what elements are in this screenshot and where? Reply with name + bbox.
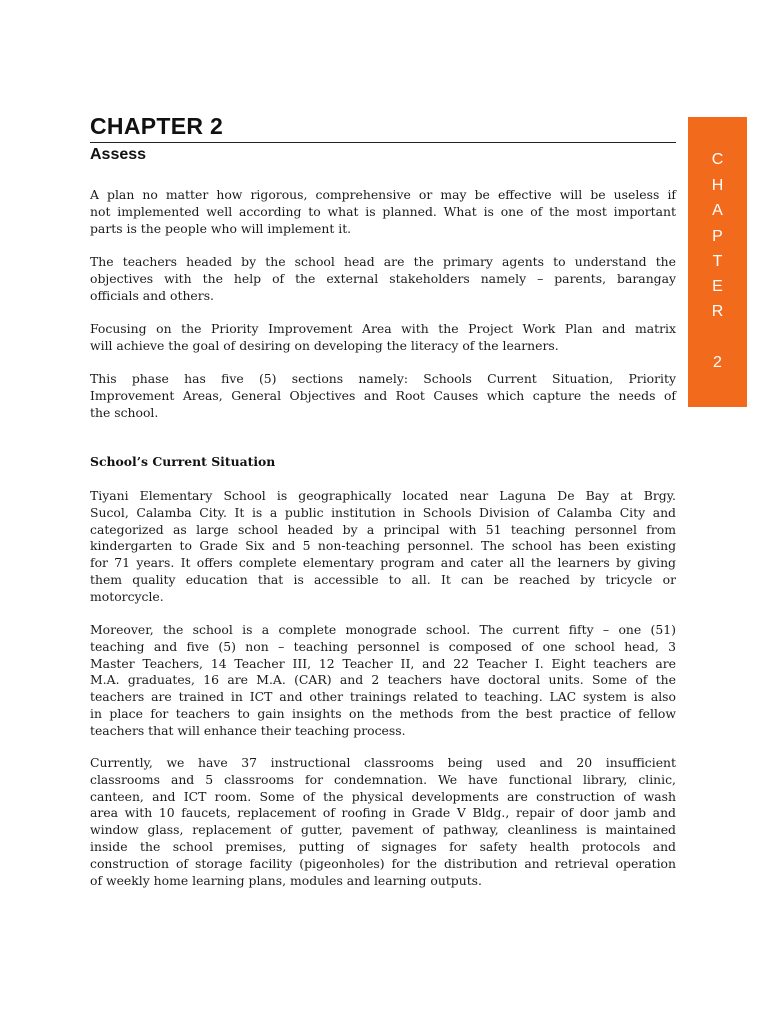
paragraph (90, 755, 676, 889)
text-line: This phase has five (5) sections namely: Schools Current Situation, Priority (90, 371, 676, 386)
side-tab-letter: 2 (713, 354, 722, 371)
text-line: will achieve the goal of desiring on developing the literacy of the learners. (90, 337, 559, 353)
side-tab-letter: C (711, 151, 724, 168)
side-tab-letter: A (712, 202, 723, 219)
text-line: Master Teachers, 14 Teacher III, 12 Teacher II, and 22 Teacher I. Eight teachers are (90, 655, 676, 671)
text-line: motorcycle. (90, 588, 164, 604)
section-subtitle: Assess (90, 146, 147, 163)
text-line: teaching and five (5) non – teaching personnel is composed of one school head, 3 (90, 638, 676, 654)
text-line: canteen, and ICT room. Some of the physical developments are construction of wash (90, 788, 676, 804)
side-tab-letter: E (712, 278, 723, 295)
text-line: of weekly home learning plans, modules and learning outputs. (90, 872, 482, 888)
text-line: teachers that will enhance their teaching process. (90, 722, 406, 738)
text-line: window glass, replacement of gutter, pavement of pathway, cleanliness is maintained (90, 822, 676, 838)
side-tab-letter: R (711, 303, 724, 320)
paragraph (90, 321, 676, 355)
text-line: Improvement Areas, General Objectives and Root Causes which capture the needs of (90, 387, 676, 403)
paragraph (90, 187, 676, 237)
text-line: them quality education that is accessible to all. It can be reached by tricycle or (90, 571, 676, 587)
text-line: categorized as large school headed by a principal with 51 teaching personnel from (90, 521, 676, 537)
chapter-side-tab (688, 117, 747, 407)
text-line: not implemented well according to what is planned. What is one of the most important (90, 203, 676, 219)
paragraph (90, 622, 676, 740)
text-line: construction of storage facility (pigeonholes) for the distribution and retrieval operation (90, 855, 676, 871)
text-line: Focusing on the Priority Improvement Area with the Project Work Plan and matrix (90, 321, 676, 336)
chapter-heading (90, 112, 676, 143)
text-line: teachers are trained in ICT and other trainings related to teaching. LAC system is also (90, 689, 676, 705)
text-line: Tiyani Elementary School is geographically located near Laguna De Bay at Brgy. (90, 488, 676, 503)
paragraph (90, 488, 676, 606)
text-line: The teachers headed by the school head are the primary agents to understand the (90, 254, 676, 269)
text-line: the school. (90, 404, 159, 420)
paragraph (90, 371, 676, 421)
text-line: classrooms and 5 classrooms for condemnation. We have functional library, clinic, (90, 771, 676, 787)
text-line: A plan no matter how rigorous, comprehensive or may be effective will be useless if (90, 187, 676, 202)
text-line: for 71 years. It offers complete elementary program and cater all the learners by giving (90, 555, 676, 571)
text-line: Moreover, the school is a complete monograde school. The current fifty – one (51) (90, 622, 676, 637)
text-line: officials and others. (90, 287, 214, 303)
text-line: Sucol, Calamba City. It is a public institution in Schools Division of Calamba City and (90, 504, 676, 520)
side-tab-letter: H (711, 177, 724, 194)
text-line: inside the school premises, putting of signages for safety health protocols and (90, 838, 676, 854)
section-heading: School’s Current Situation (90, 454, 276, 469)
chapter-title: CHAPTER 2 (90, 113, 224, 139)
text-line: kindergarten to Grade Six and 5 non-teaching personnel. The school has been existing (90, 538, 676, 554)
text-line: parts is the people who will implement it. (90, 220, 352, 236)
text-line: in place for teachers to gain insights on the methods from the best practice of fellow (90, 705, 676, 721)
text-line: area with 10 faucets, replacement of roofing in Grade V Bldg., repair of door jamb and (90, 805, 676, 821)
side-tab-letter: T (712, 253, 723, 270)
side-tab-letter: P (712, 228, 723, 245)
text-line: objectives with the help of the external stakeholders namely – parents, barangay (90, 270, 676, 286)
paragraph (90, 254, 676, 304)
text-line: M.A. graduates, 16 are M.A. (CAR) and 2 teachers have doctoral units. Some of the (90, 672, 676, 688)
text-line: Currently, we have 37 instructional classrooms being used and 20 insufficient (90, 755, 676, 770)
